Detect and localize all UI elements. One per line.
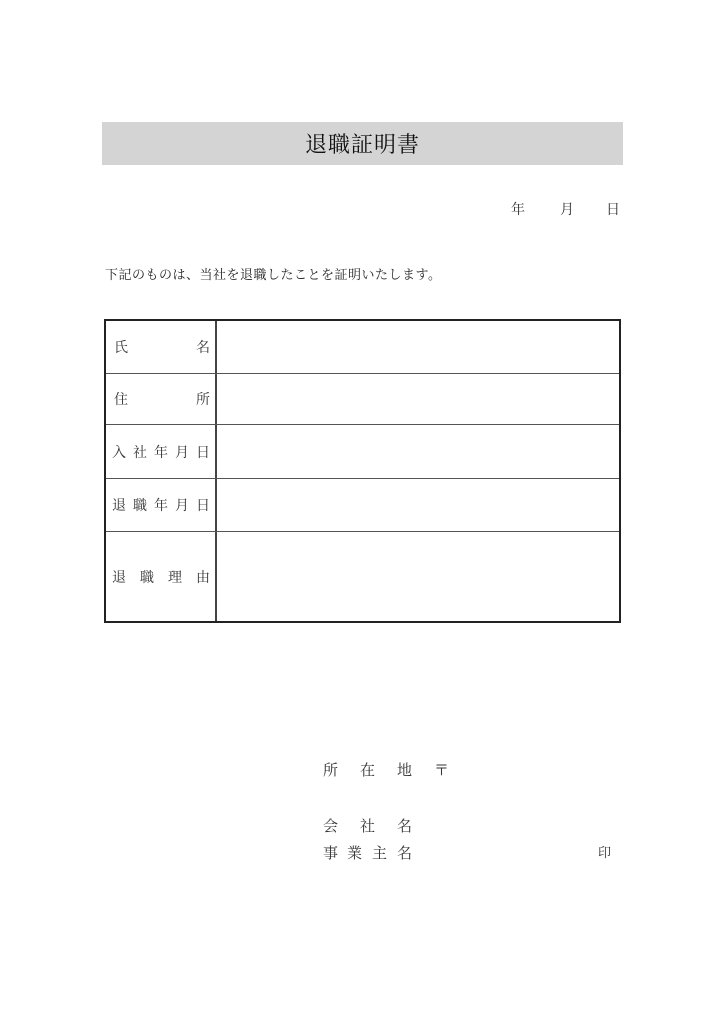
- label-char: 退: [112, 498, 126, 514]
- label-char: 職: [140, 569, 154, 586]
- company-char: 会: [323, 817, 339, 835]
- date-month: 月: [560, 202, 574, 218]
- date-day: 日: [606, 202, 620, 218]
- label-char: 由: [196, 569, 210, 586]
- company-char: 名: [397, 817, 413, 835]
- company-line: [0, 815, 724, 835]
- label-char: 職: [133, 498, 147, 514]
- owner-char: 主: [372, 844, 388, 862]
- owner-line: [0, 842, 724, 862]
- label-name: [106, 321, 217, 373]
- label-char: 年: [154, 498, 168, 514]
- label-char: 日: [196, 498, 210, 514]
- postal-mark: 〒: [434, 761, 450, 779]
- table-row-name: [106, 321, 619, 374]
- value-join-date[interactable]: [217, 425, 619, 478]
- label-char: 月: [175, 444, 189, 461]
- label-char: 氏: [114, 340, 128, 356]
- label-char: 年: [154, 444, 168, 461]
- table-row-reason: [106, 532, 619, 621]
- owner-char: 名: [397, 844, 413, 862]
- owner-char: 事: [323, 844, 339, 862]
- label-address: [106, 374, 217, 424]
- table-row-address: [106, 374, 619, 425]
- seal-mark: 印: [598, 846, 612, 861]
- label-char: 入: [112, 444, 126, 461]
- label-char: 名: [196, 340, 210, 356]
- address-char: 地: [397, 761, 413, 779]
- title-bar: [102, 122, 623, 165]
- label-char: 退: [112, 569, 126, 586]
- label-join-date: [106, 425, 217, 478]
- address-char: 所: [323, 761, 339, 779]
- label-reason: [106, 532, 217, 621]
- date-line: [0, 199, 724, 219]
- address-line: [0, 759, 724, 779]
- intro-text: 下記のものは、当社を退職したことを証明いたします。: [105, 268, 442, 283]
- value-reason[interactable]: [217, 532, 619, 621]
- label-char: 社: [133, 444, 147, 461]
- label-char: 住: [114, 392, 128, 408]
- owner-char: 業: [347, 844, 363, 862]
- address-char: 在: [360, 761, 376, 779]
- table-row-retire-date: [106, 479, 619, 532]
- document-title: 退職証明書: [304, 133, 420, 158]
- value-retire-date[interactable]: [217, 479, 619, 531]
- table-row-join-date: [106, 425, 619, 479]
- label-char: 日: [196, 444, 210, 461]
- company-char: 社: [360, 817, 376, 835]
- value-address[interactable]: [217, 374, 619, 424]
- certificate-table: [104, 319, 621, 623]
- label-char: 所: [196, 392, 210, 408]
- label-char: 理: [168, 569, 182, 586]
- date-year: 年: [511, 202, 525, 218]
- label-retire-date: [106, 479, 217, 531]
- value-name[interactable]: [217, 321, 619, 373]
- label-char: 月: [175, 498, 189, 514]
